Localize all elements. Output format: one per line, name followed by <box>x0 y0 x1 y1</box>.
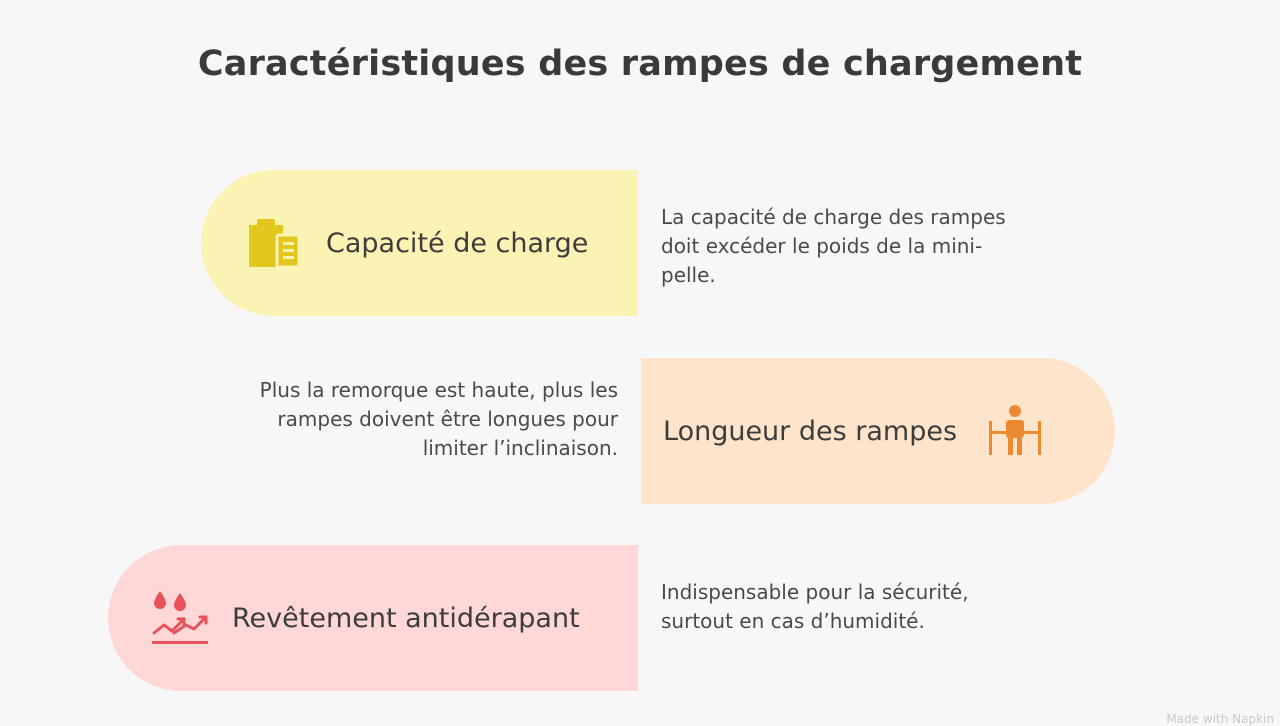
watermark: Made with Napkin <box>1166 712 1274 726</box>
page-title: Caractéristiques des rampes de chargement <box>197 44 1083 84</box>
antislip-label: Revêtement antidérapant <box>232 602 580 634</box>
drops-arrows-icon <box>150 587 212 649</box>
person-measure-icon <box>985 401 1045 461</box>
antislip-description: Indispensable pour la sécurité, surtout en cas d’humidité. <box>661 580 969 633</box>
capacity-label: Capacité de charge <box>326 227 589 259</box>
capacity-pill <box>201 170 638 316</box>
length-pill <box>641 358 1115 504</box>
capacity-description: La capacité de charge des rampes doit excéder le poids de la mini-pelle. <box>661 205 1006 287</box>
clipboard-icon <box>244 213 304 273</box>
length-description: Plus la remorque est haute, plus les rampes doivent être longues pour limiter l’inclinaison. <box>259 378 618 460</box>
antislip-pill <box>108 545 638 691</box>
length-label: Longueur des rampes <box>663 415 958 447</box>
